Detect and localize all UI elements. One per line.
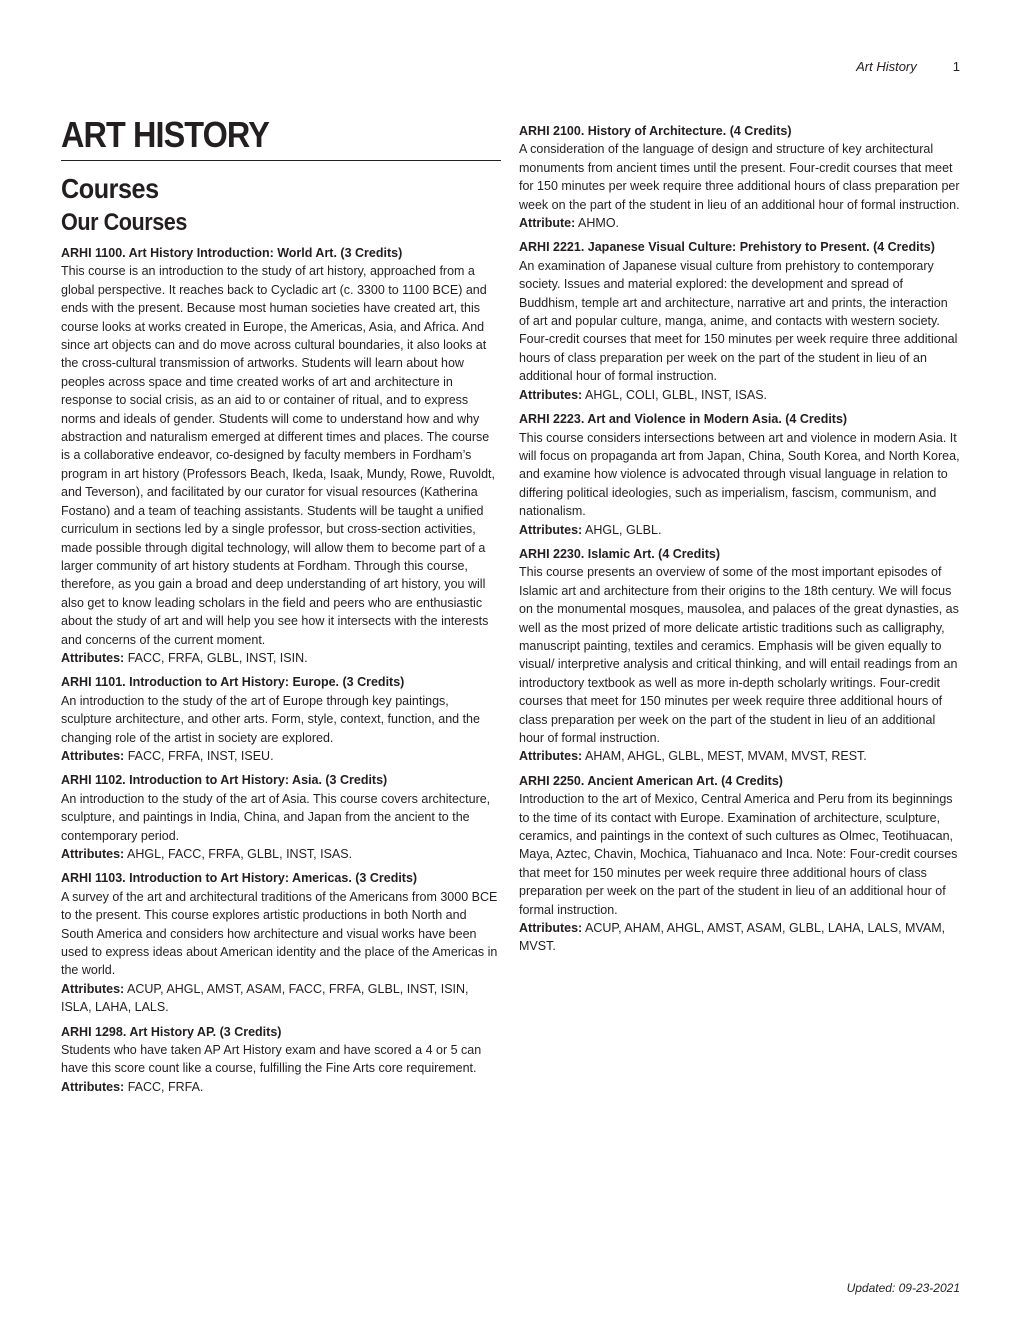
- course-entry: [61, 869, 501, 1016]
- attributes-label: Attributes:: [61, 650, 125, 665]
- course-entry: [519, 122, 960, 232]
- course-attributes: [61, 980, 501, 1017]
- course-description: An introduction to the study of the art of Asia. This course covers architecture, sculpture, and paintings in India, China, and Japan from the ancient to the contemporary period.: [61, 791, 491, 843]
- course-title: ARHI 2230. Islamic Art. (4 Credits): [519, 546, 720, 561]
- section-heading: Courses: [61, 173, 159, 204]
- attributes-value: ACUP, AHAM, AHGL, AMST, ASAM, GLBL, LAHA, LALS, MVAM, MVST.: [519, 921, 946, 954]
- course-description: Introduction to the art of Mexico, Central America and Peru from its beginnings to the time of its contact with Europe. Examination of architecture, sculpture, ceramics, and paintings in the context of such cultures as Olmec, Teotihuacan, Maya, Aztec, Chavin, Mochica, Tiahuanaco and Inca. Note: Four-credit courses that meet for 150 minutes per week require three additional hours of class preparation per week on the part of the student in lieu of an additional hour of formal instruction.: [519, 792, 958, 917]
- course-description: This course is an introduction to the study of art history, approached from a global perspective. It reaches back to Cycladic art (c. 3300 to 1100 BCE) and ends with the present. Because most human societies have created art, this course looks at works created in Europe, the Americas, Asia, and Africa. And since art objects can and do move across cultural boundaries, it also looks at the cross-cultural transmission of artworks. Students will learn about how peoples across space and time created works of art and architecture in response to social crisis, as an aid to or container of ritual, and to express norms and ideals of gender. Students will come to understand how and why abstraction and naturalism emerged at different times and places. The course is a collaborative endeavor, co-designed by faculty members in Fordham’s program in art history (Professors Beach, Ikeda, Isaak, Mundy, Rowe, Ruvoldt, and Teverson), and facilitated by our curator for visual resources (Katherina Fostano) and a team of teaching assistants. Students will be taught a unified curriculum in sections led by a single professor, but cross-section activities, made possible through digital technology, will allow them to become part of a larger community of art history students at Fordham. Through this course, therefore, as you gain a broad and deep understanding of art history, you will also get to know leading scholars in the field and peers who are enthusiastic about the study of art and will help you see how it intersects with the interests and concerns of the current moment.: [61, 264, 495, 647]
- attributes-label: Attributes:: [519, 921, 583, 936]
- subsection-heading: Our Courses: [61, 209, 187, 236]
- left-column: [61, 114, 501, 1102]
- course-attributes: [61, 649, 501, 667]
- course-attributes: [61, 747, 501, 765]
- course-entry: [519, 238, 960, 404]
- attributes-value: FACC, FRFA, GLBL, INST, ISIN.: [127, 650, 308, 665]
- attributes-value: AHGL, FACC, FRFA, GLBL, INST, ISAS.: [127, 847, 353, 861]
- course-description: A consideration of the language of design and structure of key architectural monuments from ancient times until the present. Four-credit courses that meet for 150 minutes per week require three additional hours of class preparation per week on the part of the student in lieu of an additional hour of formal instruction.: [519, 142, 960, 212]
- attributes-label: Attributes:: [61, 847, 125, 861]
- course-description: An introduction to the study of the art of Europe through key paintings, sculpture architecture, and other arts. Form, style, context, function, and the changing role of the artist in society are explored.: [61, 693, 480, 745]
- course-title: ARHI 1103. Introduction to Art History: Americas. (3 Credits): [61, 871, 418, 886]
- attributes-value: AHGL, GLBL.: [585, 522, 662, 537]
- course-title: ARHI 2223. Art and Violence in Modern Asia. (4 Credits): [519, 412, 848, 427]
- course-attributes: [61, 845, 501, 863]
- running-header: [856, 59, 960, 74]
- page-title: ART HISTORY: [61, 114, 269, 155]
- course-title: ARHI 1100. Art History Introduction: World Art. (3 Credits): [61, 246, 403, 260]
- course-title: ARHI 2221. Japanese Visual Culture: Prehistory to Present. (4 Credits): [519, 240, 935, 255]
- right-column: [519, 122, 960, 962]
- course-title: ARHI 1298. Art History AP. (3 Credits): [61, 1024, 282, 1039]
- page-number: 1: [952, 59, 960, 74]
- course-title: ARHI 1102. Introduction to Art History: Asia. (3 Credits): [61, 773, 388, 788]
- course-description: This course considers intersections between art and violence in modern Asia. It will focus on propaganda art from Japan, China, South Korea, and North Korea, and examine how violence is advocated through visual language in relation to differing political ideologies, such as imperialism, fascism, communism, and nationalism.: [519, 430, 960, 519]
- updated-date: Updated: 09-23-2021: [846, 1281, 960, 1295]
- course-title: ARHI 2100. History of Architecture. (4 Credits): [519, 124, 792, 138]
- course-entry: [61, 673, 501, 765]
- course-title: ARHI 1101. Introduction to Art History: Europe. (3 Credits): [61, 675, 405, 690]
- course-entry: [61, 1023, 501, 1097]
- title-rule: [61, 160, 501, 161]
- attributes-value: AHAM, AHGL, GLBL, MEST, MVAM, MVST, REST.: [585, 749, 867, 764]
- course-entry: [519, 410, 960, 539]
- attributes-value: FACC, FRFA.: [127, 1079, 204, 1094]
- course-entry: [519, 772, 960, 956]
- attributes-value: AHMO.: [578, 216, 620, 231]
- course-description: Students who have taken AP Art History exam and have scored a 4 or 5 can have this score count like a course, fulfilling the Fine Arts core requirement.: [61, 1043, 482, 1076]
- running-title: Art History: [856, 59, 917, 74]
- attributes-label: Attributes:: [61, 748, 125, 763]
- attributes-label: Attributes:: [519, 749, 583, 764]
- attribute-label: Attribute:: [519, 216, 576, 231]
- course-attributes: [61, 1078, 501, 1096]
- attributes-value: FACC, FRFA, INST, ISEU.: [127, 748, 274, 763]
- course-attributes: [519, 214, 960, 232]
- course-description: A survey of the art and architectural traditions of the Americans from 3000 BCE to the present. This course explores artistic productions in both North and South America and considers how architecture and visual works have been used to express ideas about American identity and the place of the Americas in the world.: [61, 889, 498, 978]
- course-attributes: [519, 386, 960, 404]
- course-entry: [519, 545, 960, 766]
- attributes-label: Attributes:: [61, 1079, 125, 1094]
- course-attributes: [519, 747, 960, 765]
- course-description: This course presents an overview of some of the most important episodes of Islamic art and architecture from their origins to the 18th century. We will focus on the monumental mosques, mausolea, and palaces of the great dynasties, as well as the most prized of more delicate artistic traditions such as calligraphy, manuscript painting, textiles and ceramics. Emphasis will be given equally to visual/ interpretive analysis and critical thinking, and will entail readings from an introductory textbook as well as more in-depth scholarly writings. Four-credit courses that meet for 150 minutes per week require three additional hours of class preparation per week on the part of the student in lieu of an additional hour of formal instruction.: [519, 565, 959, 745]
- course-attributes: [519, 521, 960, 539]
- attributes-value: ACUP, AHGL, AMST, ASAM, FACC, FRFA, GLBL, INST, ISIN, ISLA, LAHA, LALS.: [61, 981, 469, 1015]
- course-attributes: [519, 919, 960, 956]
- attributes-label: Attributes:: [519, 522, 583, 537]
- course-entry: [61, 244, 501, 667]
- attributes-label: Attributes:: [61, 981, 125, 996]
- attributes-value: AHGL, COLI, GLBL, INST, ISAS.: [585, 387, 768, 402]
- course-entry: [61, 771, 501, 863]
- course-description: An examination of Japanese visual culture from prehistory to contemporary society. Issues and material explored: the development and spread of Buddhism, temple art and architecture, narrative art and prints, the interaction of art and popular culture, manga, anime, and contacts with western society. Four-credit courses that meet for 150 minutes per week require three additional hours of class preparation per week on the part of the student in lieu of an additional hour of formal instruction.: [519, 258, 958, 384]
- attributes-label: Attributes:: [519, 387, 583, 402]
- course-title: ARHI 2250. Ancient American Art. (4 Credits): [519, 773, 783, 788]
